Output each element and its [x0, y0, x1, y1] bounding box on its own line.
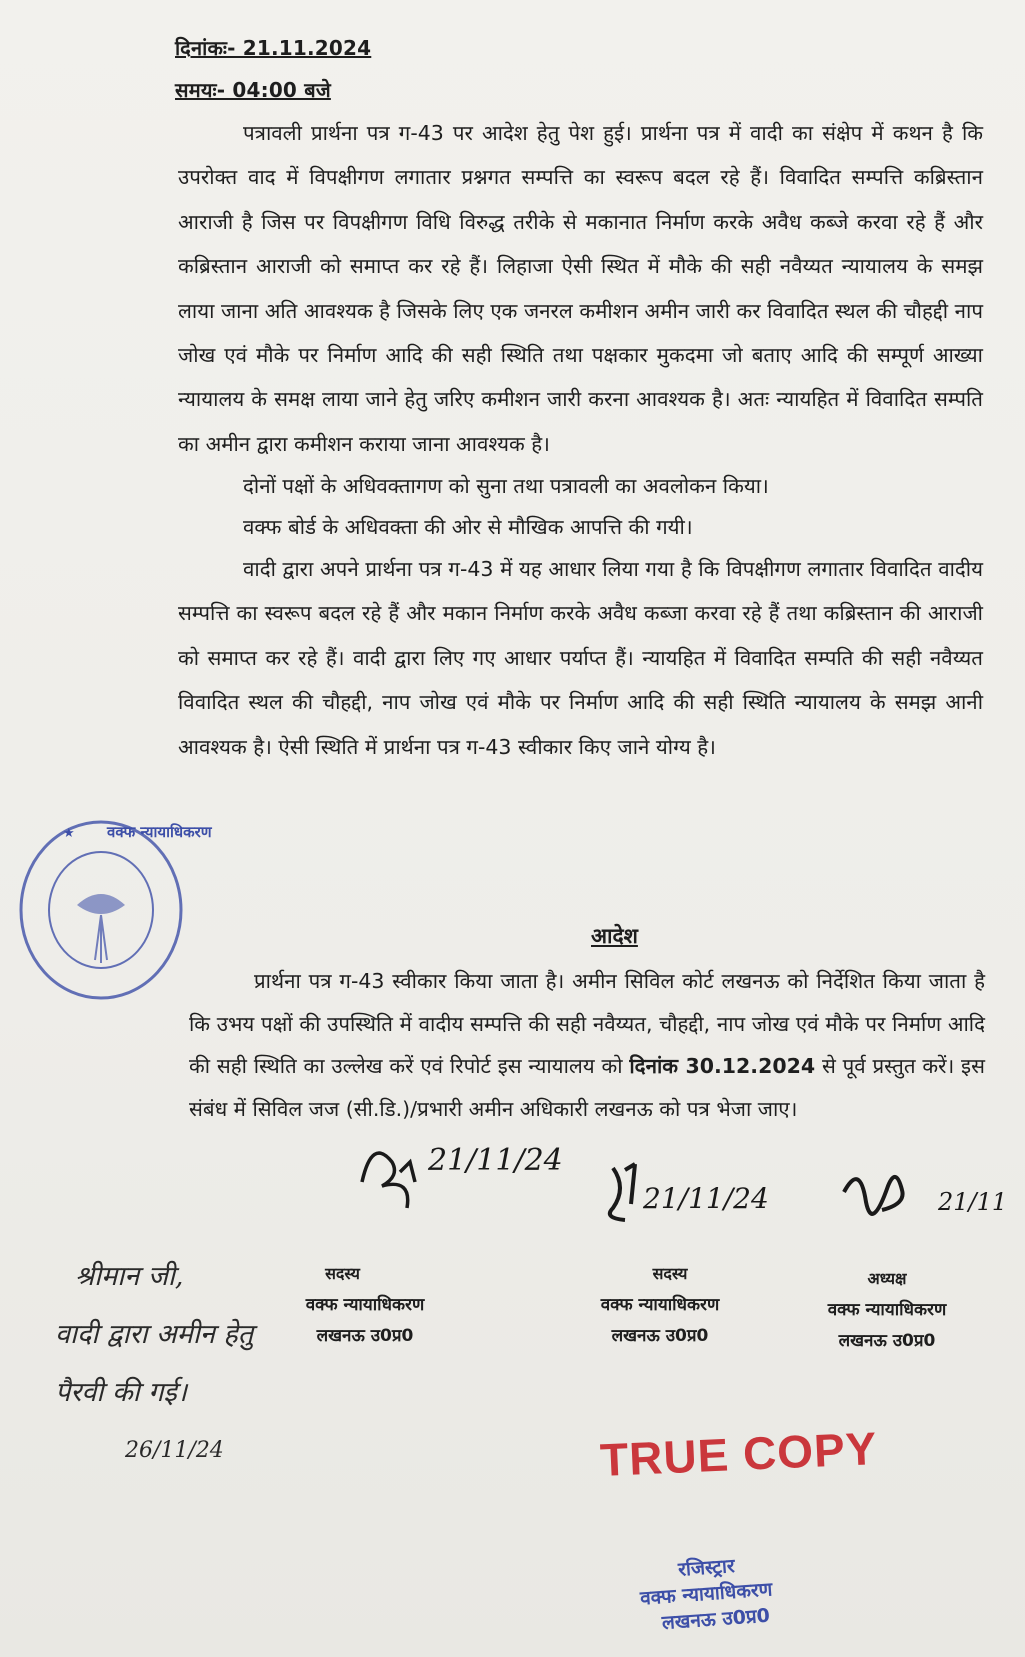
- registrar-stamp: [637, 1550, 775, 1637]
- handwritten-note: [55, 1248, 315, 1480]
- signature-2-mark: [595, 1160, 775, 1230]
- registrar-title: रजिस्ट्रार: [677, 1554, 736, 1581]
- signature-block-2: [580, 1262, 740, 1346]
- order-text-before: प्रार्थना पत्र ग-43 स्वीकार किया जाता है। अमीन सिविल कोर्ट लखनऊ को निर्देशित किया जाता है कि उभय पक्षों की उपस्थिति में वादीय सम्पत्ति की सही नवैय्यत, चौहद्दी, नाप जोख एवं मौके पर निर्माण आदि की सही स्थिति का उल्लेख करें एवं रिपोर्ट इस न्यायालय को: [189, 969, 985, 1078]
- signature-1-mark: [350, 1132, 563, 1212]
- signature-1-city: लखनऊ उ0प्र0: [316, 1326, 414, 1346]
- signature-2-city: लखनऊ उ0प्र0: [611, 1326, 709, 1346]
- order-text-after: से पूर्व प्रस्तुत करें। इस संबंध में सिविल जज (सी.डि.)/प्रभारी अमीन अधिकारी लखनऊ को पत्र भेजा जाए।: [189, 1054, 985, 1121]
- signature-1-date: 21/11/24: [428, 1143, 563, 1178]
- note-line-3: पैरवी की गई।: [55, 1377, 187, 1408]
- signature-3-org: वक्फ न्यायाधिकरण: [827, 1300, 947, 1320]
- order-heading: आदेश: [591, 924, 638, 948]
- signature-3-date: 21/11: [938, 1188, 1008, 1216]
- note-line-1: श्रीमान जी,: [75, 1261, 184, 1292]
- body-text: [178, 111, 983, 769]
- signature-3-mark: [830, 1162, 1025, 1242]
- order-text: [189, 960, 985, 1130]
- svg-text:★: ★: [63, 826, 75, 841]
- signature-2-org: वक्फ न्यायाधिकरण: [600, 1295, 720, 1315]
- signature-1-role: सदस्य: [325, 1264, 360, 1283]
- paragraph-2: दोनों पक्षों के अधिवक्तागण को सुना तथा पत्रावली का अवलोकन किया।: [243, 474, 769, 499]
- registrar-org: वक्फ न्यायाधिकरण: [639, 1578, 774, 1610]
- court-seal: [15, 815, 212, 1005]
- time-line: समयः- 04:00 बजे: [175, 78, 331, 102]
- paragraph-3: वक्फ बोर्ड के अधिवक्ता की ओर से मौखिक आपत्ति की गयी।: [243, 514, 693, 539]
- true-copy-stamp: TRUE COPY: [598, 1421, 879, 1487]
- order-deadline-date: दिनांक 30.12.2024: [629, 1054, 816, 1078]
- signature-block-3: [807, 1267, 967, 1351]
- signature-3-role: अध्यक्ष: [867, 1269, 907, 1288]
- signature-2-role: सदस्य: [652, 1264, 688, 1283]
- note-date: 26/11/24: [125, 1438, 224, 1463]
- registrar-city: लखनऊ उ0प्र0: [661, 1604, 771, 1635]
- signature-1-org: वक्फ न्यायाधिकरण: [305, 1295, 425, 1315]
- paragraph-4: वादी द्वारा अपने प्रार्थना पत्र ग-43 में यह आधार लिया गया है कि विपक्षीगण लगातार विवादित वादीय सम्पत्ति का स्वरूप बदल रहे हैं और मकान निर्माण करके अवैध कब्जा करवा रहे हैं तथा कब्रिस्तान की आराजी को समाप्त कर रहे हैं। वादी द्वारा लिए गए आधार पर्याप्त हैं। न्यायहित में विवादित सम्पति की सही नवैय्यत विवादित स्थल की चौहद्दी, नाप जोख एवं मौके पर निर्माण आदि की सही स्थिति न्यायालय के समझ आनी आवश्यक है। ऐसी स्थिति में प्रार्थना पत्र ग-43 स्वीकार किए जाने योग्य है।: [178, 557, 983, 759]
- seal-text: वक्फ न्यायाधिकरण: [107, 823, 212, 841]
- signature-2-date: 21/11/24: [643, 1182, 769, 1215]
- signature-3-city: लखनऊ उ0प्र0: [838, 1331, 936, 1351]
- date-line: दिनांकः- 21.11.2024: [175, 36, 372, 60]
- note-line-2: वादी द्वारा अमीन हेतु: [55, 1319, 254, 1350]
- paragraph-1: पत्रावली प्रार्थना पत्र ग-43 पर आदेश हेतु पेश हुई। प्रार्थना पत्र में वादी का संक्षेप में कथन है कि उपरोक्त वाद में विपक्षीगण लगातार प्रश्नगत सम्पत्ति का स्वरूप बदल रहे हैं। विवादित सम्पत्ति कब्रिस्तान आराजी है जिस पर विपक्षीगण विधि विरुद्ध तरीके से मकानात निर्माण करके अवैध कब्जे करवा रहे हैं और कब्रिस्तान आराजी को समाप्त कर रहे हैं। लिहाजा ऐसी स्थित में मौके की सही नवैय्यत न्यायालय के समझ लाया जाना अति आवश्यक है जिसके लिए एक जनरल कमीशन अमीन जारी कर विवादित स्थल की चौहद्दी नाप जोख एवं मौके पर निर्माण आदि की सही स्थिति तथा पक्षकार मुकदमा जो बताए आदि की सम्पूर्ण आख्या न्यायालय के समक्ष लाया जाने हेतु जरिए कमीशन जारी करना आवश्यक है। अतः न्यायहित में विवादित सम्पति का अमीन द्वारा कमीशन कराया जाना आवश्यक है।: [178, 121, 983, 456]
